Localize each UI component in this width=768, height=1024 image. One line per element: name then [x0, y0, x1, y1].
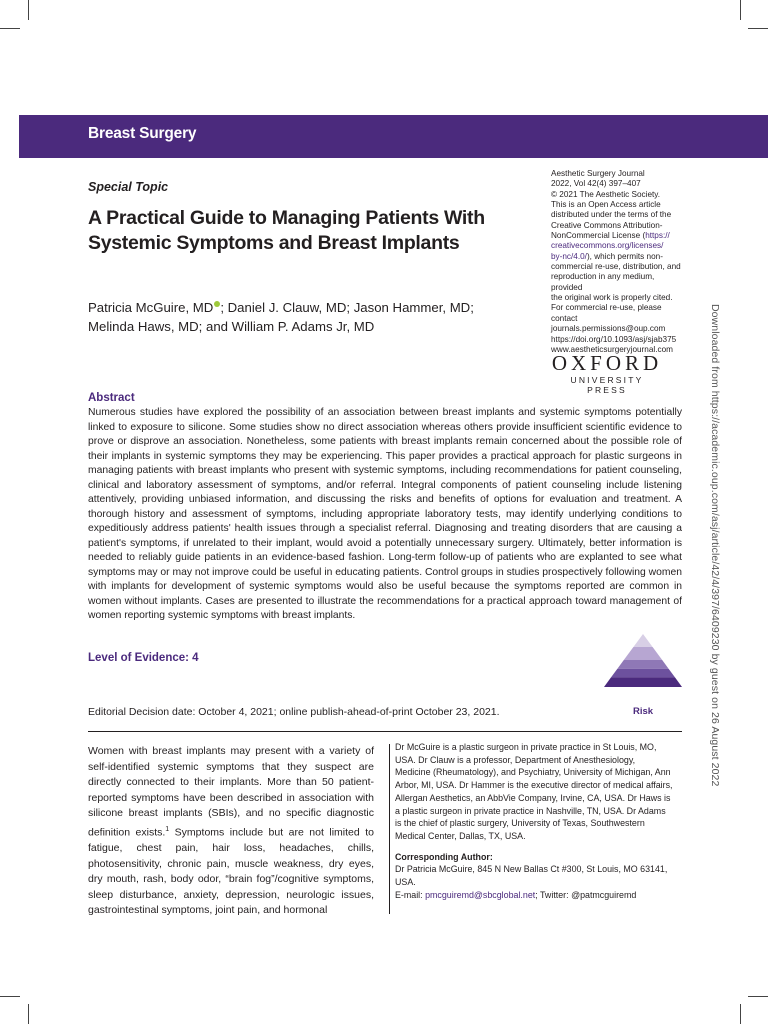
email-link[interactable]: pmcguiremd@sbcglobal.net: [425, 889, 536, 900]
publisher-sub: UNIVERSITY PRESS: [570, 375, 644, 395]
crop-mark: [28, 0, 29, 20]
author-line-2: Melinda Haws, MD; and William P. Adams Jr, MD: [88, 319, 375, 334]
email-label: E-mail:: [395, 889, 426, 900]
journal-line: reproduction in any medium, provided: [551, 272, 655, 292]
pyramid-tier: [617, 660, 668, 669]
editorial-decision: Editorial Decision date: October 4, 2021; online publish-ahead-of-print October 23, 2021.: [88, 706, 500, 718]
download-note-text: Downloaded from https://academic.oup.com/asj/article/42/4/397/6409230 by guest on 26 August 2022: [709, 304, 721, 787]
crop-mark: [748, 996, 768, 997]
crop-mark: [0, 28, 20, 29]
level-of-evidence: Level of Evidence: 4: [88, 652, 199, 664]
reference-marker[interactable]: 1: [165, 825, 170, 833]
license-text: NonCommercial License (: [551, 231, 646, 241]
license-link[interactable]: https://: [645, 231, 670, 241]
journal-info: [551, 169, 681, 355]
abstract-heading: Abstract: [88, 392, 135, 404]
pyramid-tier: [611, 669, 675, 678]
journal-line: commercial re-use, distribution, and: [551, 262, 681, 272]
body-text: Symptoms include but are not limited to fatigue, chest pain, hair loss, headaches, chills, photosensitivity, chronic pain, muscle weakness, dry eyes, dry mouth, rash, body odor, “brain fog”/cognitive symptoms, sleep disturbance, anxiety, depression, neurologic issues, gastrointestinal symptoms, joint pain, and hormonal: [88, 826, 374, 917]
crop-mark: [748, 28, 768, 29]
journal-line: This is an Open Access article: [551, 200, 661, 210]
publisher-name: OXFORD: [551, 351, 663, 375]
article-title: A Practical Guide to Managing Patients With Systemic Symptoms and Breast Implants: [88, 207, 485, 254]
license-text: ), which permits non-: [586, 251, 663, 261]
crop-mark: [740, 1004, 741, 1024]
journal-line: [551, 241, 681, 251]
corresponding-address: Dr Patricia McGuire, 845 N New Ballas Ct #300, St Louis, MO 63141, USA.: [395, 864, 668, 888]
corresponding-author-heading: Corresponding Author:: [395, 851, 493, 862]
body-paragraph: [88, 744, 374, 919]
journal-line: Creative Commons Attribution-: [551, 220, 663, 230]
author-list: [88, 298, 508, 336]
doi-link[interactable]: https://doi.org/10.1093/asj/sjab375: [551, 334, 677, 344]
body-text: Women with breast implants may present with a variety of self-identified systemic symptoms that they suspect are directly connected to their implants. More than 50 patient-reported symptoms have been described in association with silicone breast implants (SBIs), and no specific diagnostic definition exists.: [88, 745, 374, 839]
pyramid-tier: [624, 647, 662, 660]
section-banner: [19, 115, 768, 158]
journal-line: the original work is properly cited.: [551, 293, 673, 303]
publisher-logo: [551, 352, 663, 395]
twitter-handle: ; Twitter: @patmcguiremd: [535, 889, 637, 900]
column-divider: [389, 744, 390, 914]
journal-line: [551, 252, 681, 262]
journal-line: 2022, Vol 42(4) 397–407: [551, 179, 641, 189]
journal-line: distributed under the terms of the: [551, 210, 672, 220]
license-link[interactable]: creativecommons.org/licenses/: [551, 241, 664, 251]
crop-mark: [740, 0, 741, 20]
journal-line: journals.permissions@oup.com: [551, 324, 666, 334]
author-affiliations: [395, 741, 673, 901]
journal-line: For commercial re-use, please contact: [551, 303, 662, 323]
download-note: [709, 304, 721, 787]
risk-label: Risk: [632, 706, 654, 717]
journal-website[interactable]: www.aestheticsurgeryjournal.com: [551, 344, 673, 354]
crop-mark: [0, 996, 20, 997]
author-rest: ; Daniel J. Clauw, MD; Jason Hammer, MD;: [220, 300, 474, 315]
pyramid-tier: [633, 634, 652, 647]
section-title: Breast Surgery: [88, 125, 197, 142]
journal-line: Aesthetic Surgery Journal: [551, 169, 645, 178]
evidence-level-number: 4: [640, 685, 646, 694]
affiliation-text: Dr McGuire is a plastic surgeon in private practice in St Louis, MO, USA. Dr Clauw is a professor, Department of Anesthesiology, Medicine (Rheumatology), and Psychiatry, University of Michigan, Ann Arbor, MI, USA. Dr Hammer is the executive director of medical affairs, Allergan Aesthetics, an AbbVie Company, Irvine, CA, USA. Dr Haws is a plastic surgeon in private practice in Nashville, TN, USA. Dr Adams is the chief of plastic surgery, University of Texas, Southwestern Medical Center, Dallas, TX, USA.: [395, 742, 673, 841]
corresponding-contact: [395, 889, 673, 902]
article-type: Special Topic: [88, 180, 169, 194]
evidence-pyramid-icon: [604, 634, 682, 722]
author-first: Patricia McGuire, MD: [88, 300, 214, 315]
crop-mark: [28, 1004, 29, 1024]
divider: [88, 731, 682, 732]
journal-line: [551, 231, 681, 241]
license-link[interactable]: by-nc/4.0/: [551, 251, 587, 261]
abstract-text: Numerous studies have explored the possibility of an association between breast implants and systemic symptoms potentially linked to exposure to silicone. Some studies show no direct association whereas others provide insufficient scientific evidence to prove or disprove an association. Nonetheless, some patients with breast implants remain concerned about the possible role of their implants in systemic symptoms they may be experiencing. This paper provides a practical approach for plastic surgeons in managing patients with breast implants who present with systemic symptoms, including recommendations for patient counseling, clinical and laboratory assessment of symptoms, and/or referral. Integral components of patient counseling include listening attentively, providing unbiased information, and discussing the risks and benefits of options for evaluation and treatment. A thorough history and assessment of symptoms, including appropriate laboratory tests, may identify underlying conditions to expeditiously address patients' health issues through a specialist referral. Diagnosing and treating disorders that are causing a patient's symptoms, if unrelated to their implant, would avoid a potentially unnecessary surgery. Ultimately, better information is needed to reliably guide patients in an evidence-based fashion. Long-term follow-up of patients who are explanted to see what symptoms may or may not improve could be useful in educating patients. Control groups in studies prospectively following women with implants for development of systemic symptoms would also be useful because the symptoms reported are common in women without implants. Cases are presented to illustrate the recommendations for a practical approach toward management of women reporting systemic symptoms with breast implants.: [88, 407, 682, 621]
journal-line: © 2021 The Aesthetic Society.: [551, 189, 661, 199]
